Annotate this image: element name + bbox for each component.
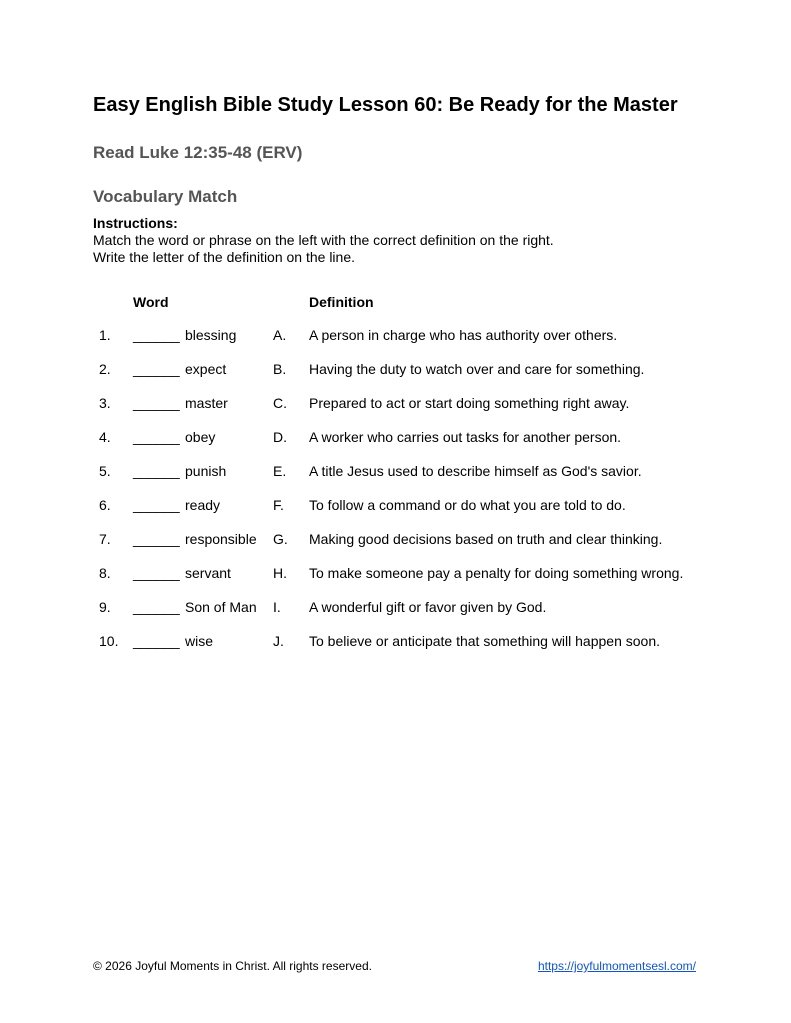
item-number: 2. <box>99 361 111 377</box>
match-row <box>0 496 791 530</box>
item-number: 4. <box>99 429 111 445</box>
match-row <box>0 530 791 564</box>
match-row <box>0 598 791 632</box>
definition-text: Making good decisions based on truth and clear thinking. <box>309 531 663 547</box>
answer-blank[interactable]: ______ <box>133 361 180 377</box>
definition-text: A person in charge who has authority over others. <box>309 327 618 343</box>
match-row <box>0 564 791 598</box>
vocabulary-term: master <box>185 395 228 411</box>
instructions-line: Write the letter of the definition on the line. <box>93 249 356 265</box>
vocabulary-term: obey <box>185 429 216 445</box>
definition-text: To make someone pay a penalty for doing something wrong. <box>309 565 684 581</box>
definition-letter: G. <box>273 531 288 547</box>
vocabulary-term: Son of Man <box>185 599 257 615</box>
scripture-reading: Read Luke 12:35-48 (ERV) <box>93 143 303 162</box>
item-number: 3. <box>99 395 111 411</box>
definition-text: A wonderful gift or favor given by God. <box>309 599 547 615</box>
definition-text: A worker who carries out tasks for another person. <box>309 429 622 445</box>
vocabulary-term: servant <box>185 565 231 581</box>
definition-letter: H. <box>273 565 287 581</box>
match-row <box>0 394 791 428</box>
definition-text: A title Jesus used to describe himself as God's savior. <box>309 463 642 479</box>
answer-blank[interactable]: ______ <box>133 531 180 547</box>
answer-blank[interactable]: ______ <box>133 395 180 411</box>
instructions-label: Instructions: <box>93 215 178 231</box>
definition-text: To believe or anticipate that something will happen soon. <box>309 633 660 649</box>
definition-letter: E. <box>273 463 287 479</box>
item-number: 8. <box>99 565 111 581</box>
vocabulary-match-list <box>0 326 791 666</box>
definition-letter: J. <box>273 633 284 649</box>
vocabulary-term: ready <box>185 497 221 513</box>
item-number: 7. <box>99 531 111 547</box>
item-number: 5. <box>99 463 111 479</box>
definition-text: Having the duty to watch over and care for something. <box>309 361 645 377</box>
vocabulary-term: blessing <box>185 327 237 343</box>
answer-blank[interactable]: ______ <box>133 497 180 513</box>
answer-blank[interactable]: ______ <box>133 429 180 445</box>
definition-letter: D. <box>273 429 287 445</box>
instructions <box>93 215 554 266</box>
definition-letter: C. <box>273 395 287 411</box>
definition-text: To follow a command or do what you are told to do. <box>309 497 626 513</box>
vocabulary-term: responsible <box>185 531 257 547</box>
footer-copyright: © 2026 Joyful Moments in Christ. All rights reserved. <box>93 959 372 973</box>
answer-blank[interactable]: ______ <box>133 633 180 649</box>
answer-blank[interactable]: ______ <box>133 463 180 479</box>
answer-blank[interactable]: ______ <box>133 327 180 343</box>
instructions-line: Match the word or phrase on the left with the correct definition on the right. <box>93 232 554 248</box>
definition-letter: I. <box>273 599 281 615</box>
definition-letter: B. <box>273 361 287 377</box>
match-row <box>0 428 791 462</box>
vocabulary-term: punish <box>185 463 227 479</box>
column-header-definition: Definition <box>309 294 374 310</box>
match-row <box>0 632 791 666</box>
item-number: 1. <box>99 327 111 343</box>
answer-blank[interactable]: ______ <box>133 565 180 581</box>
page-title: Easy English Bible Study Lesson 60: Be Ready for the Master <box>93 94 678 116</box>
definition-letter: F. <box>273 497 284 513</box>
answer-blank[interactable]: ______ <box>133 599 180 615</box>
definition-text: Prepared to act or start doing something right away. <box>309 395 630 411</box>
match-row <box>0 360 791 394</box>
match-row <box>0 326 791 360</box>
definition-letter: A. <box>273 327 287 343</box>
footer-website-link[interactable]: https://joyfulmomentsesl.com/ <box>537 959 696 973</box>
item-number: 9. <box>99 599 111 615</box>
item-number: 10. <box>99 633 119 649</box>
vocabulary-term: expect <box>185 361 227 377</box>
section-title: Vocabulary Match <box>93 187 238 206</box>
vocabulary-term: wise <box>185 633 214 649</box>
match-row <box>0 462 791 496</box>
column-header-word: Word <box>133 294 169 310</box>
item-number: 6. <box>99 497 111 513</box>
